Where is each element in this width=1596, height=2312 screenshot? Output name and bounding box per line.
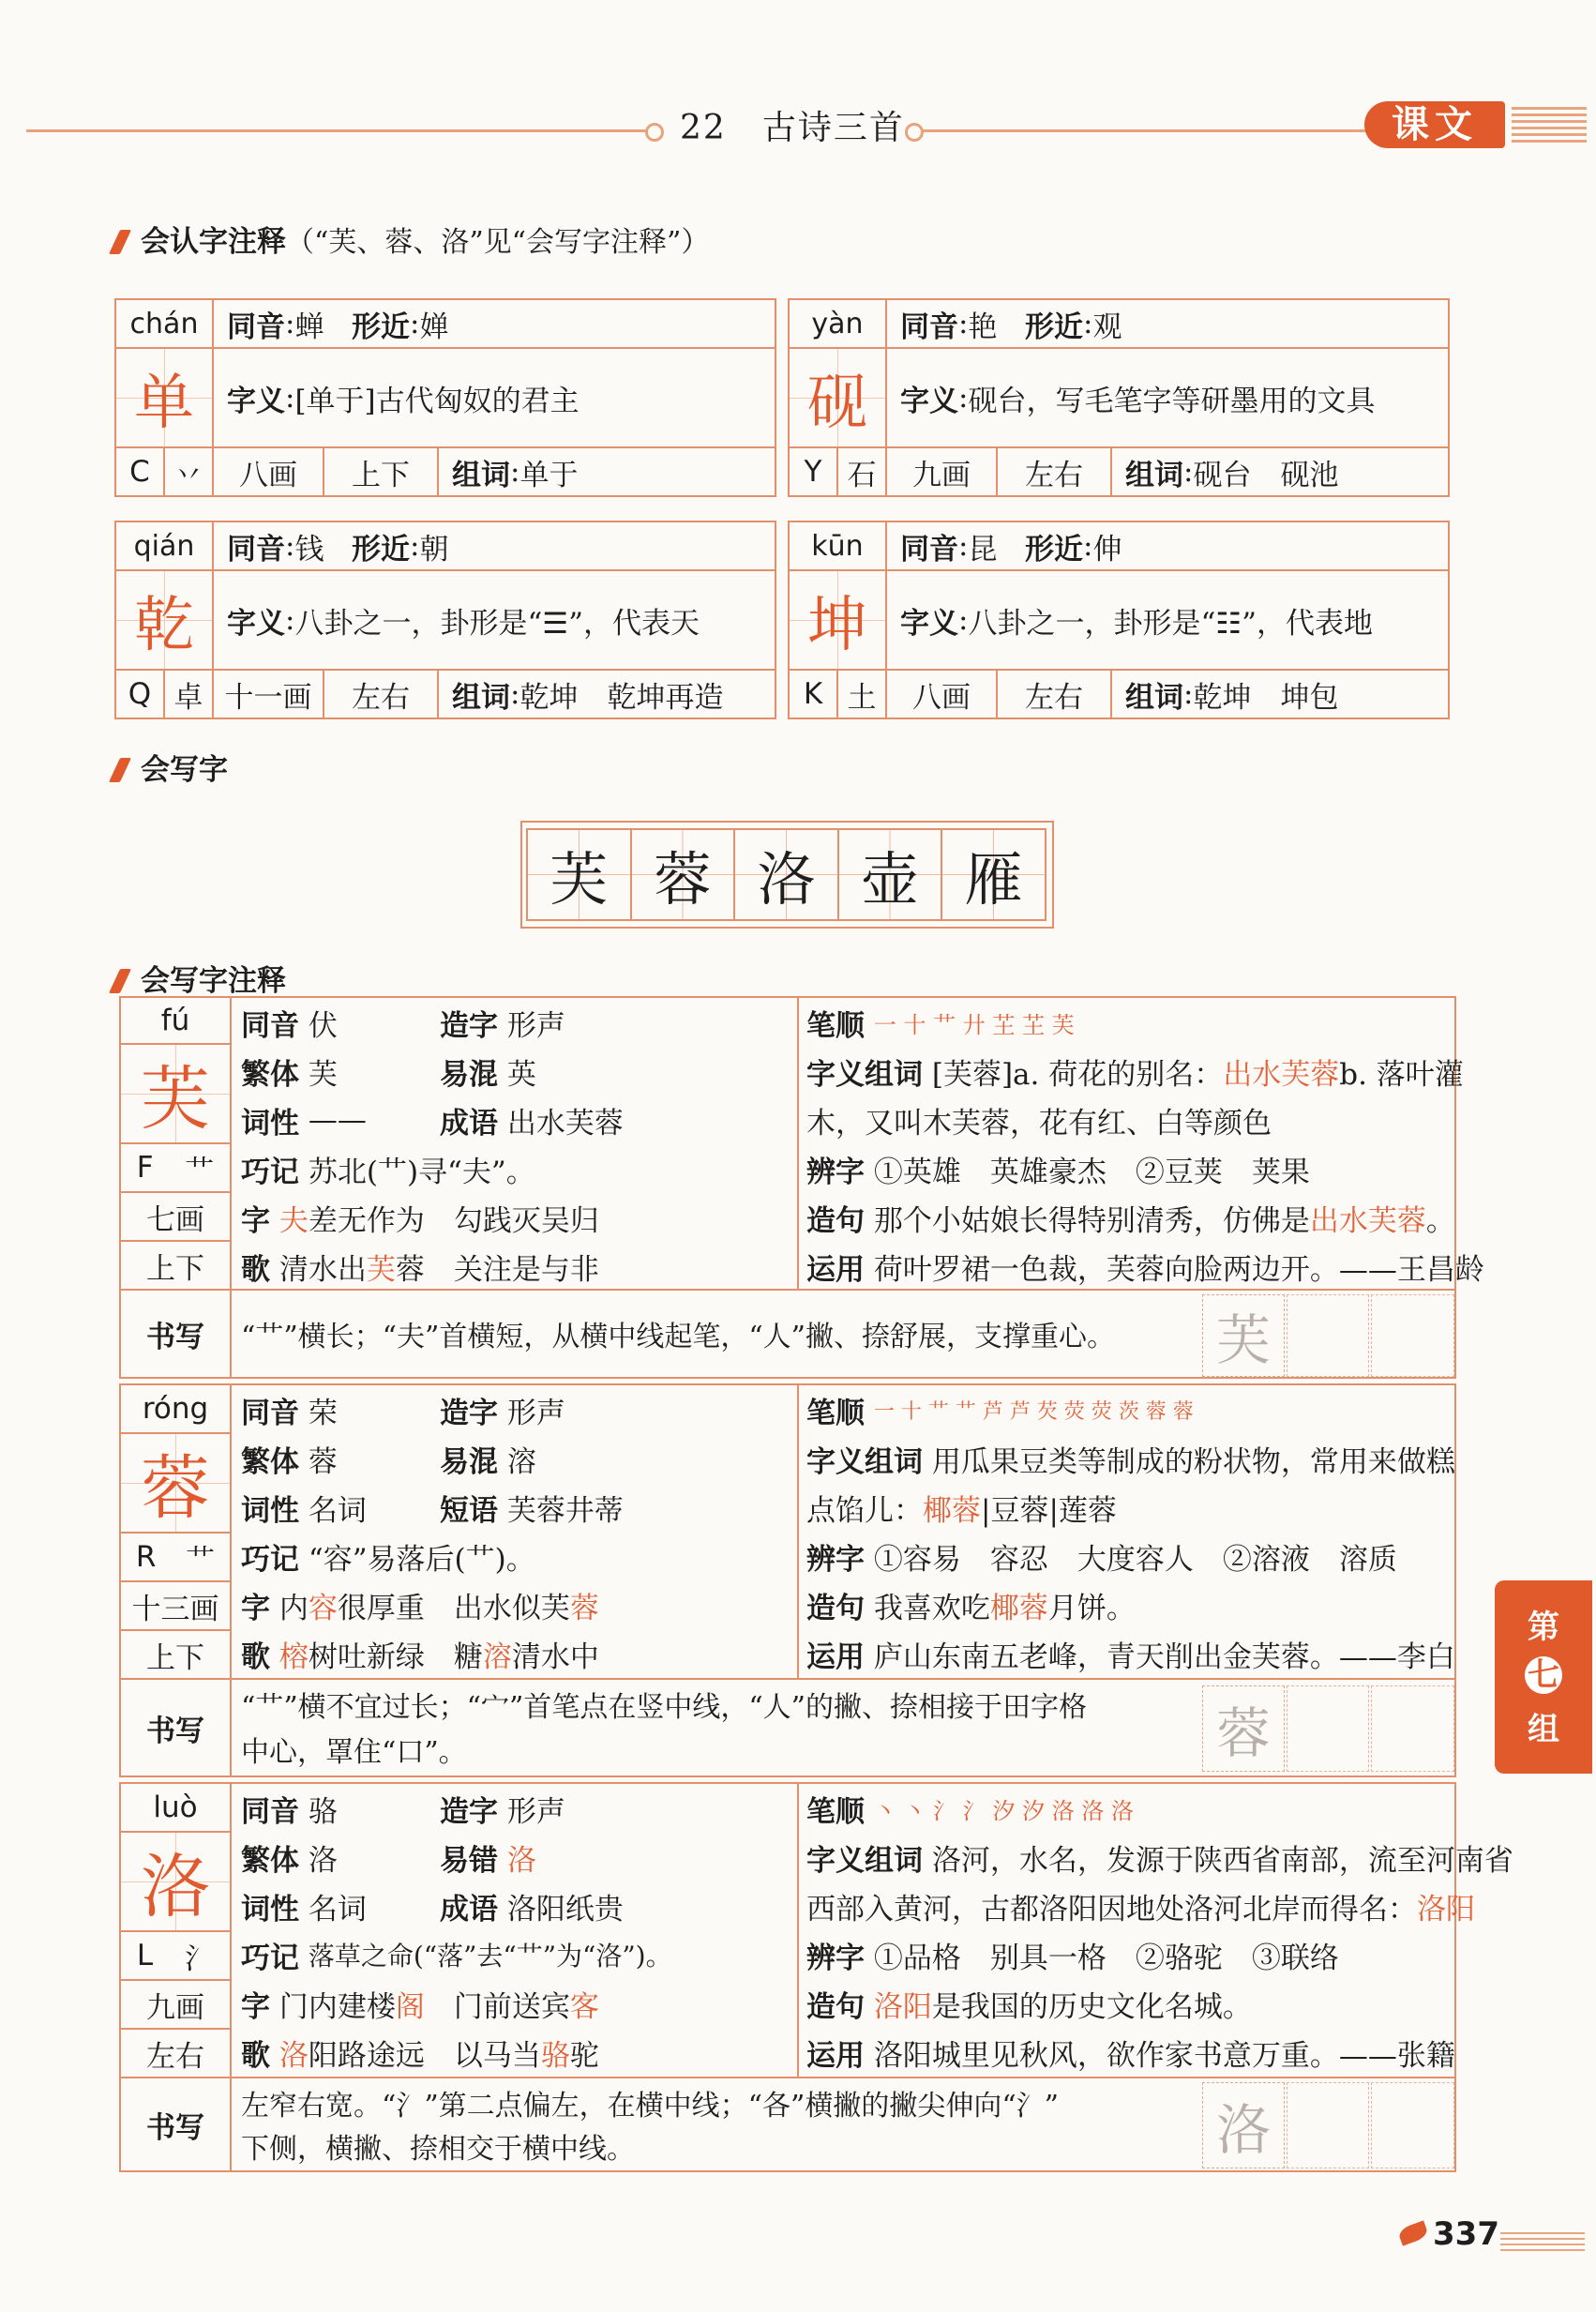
card-letter: Q: [116, 671, 165, 718]
card-words: 组词 : 单于: [452, 455, 579, 492]
entry-index: F 艹: [121, 1144, 232, 1193]
entry-structure: 左右: [121, 2030, 232, 2078]
write-section-title: 会写字: [114, 746, 228, 788]
entry-big-char: 洛: [121, 1833, 232, 1932]
tracing-char: 洛: [1202, 2082, 1285, 2168]
card-structure: 左右: [998, 671, 1112, 718]
char-entry-rong: [119, 1383, 1456, 1777]
entry-right: 笔顺 丶 丶 氵 氵 汐 汐 洛 洛 洛 字义组词 洛河，水名，发源于陕西省南部，流至河南省 西部入黄河，古都洛阳因地处洛河北岸而得名： 洛阳 辨字 ①品格 别具一格 ②骆驼 ③联络 造句 洛阳 是我国的历史文化名城。 运用 洛阳城里见秋风，欲作家书意万重。——张籍: [799, 1784, 1454, 2078]
card-radical: 土: [838, 671, 887, 718]
card-row-meaning: 字义 : 砚台，写毛笔字等研墨用的文具: [887, 349, 1448, 448]
card-words: 组词 : 乾坤 坤包: [1125, 677, 1339, 715]
card-big-char: 乾: [116, 571, 214, 671]
entry-mid: 同音 伏 造字 形声 繁体 芙 易混 英 词性 —— 成语 出水芙蓉 巧记 苏北(艹)寻“夫”。 字 夫 差无作为 勾践灭吴归 歌 清水出 芙 蓉 关注是与非: [232, 998, 799, 1291]
card-words: 组词 : 砚台 砚池: [1125, 455, 1339, 492]
card-row-meaning: 字义 : 八卦之一，卦形是“☰”，代表天: [214, 571, 775, 671]
card-structure: 上下: [324, 448, 439, 495]
entry-pinyin: róng: [121, 1385, 232, 1434]
write-char: 雁: [941, 828, 1046, 921]
entry-big-char: 蓉: [121, 1434, 232, 1534]
write-char: 蓉: [630, 828, 736, 921]
header-rule-left: [26, 129, 650, 132]
footer-stripes: [1500, 2232, 1585, 2253]
card-row-similar: 同音 : 蝉 形近 : 婵: [214, 300, 775, 349]
pen-icon: [109, 758, 131, 782]
header-stripes: [1512, 107, 1587, 144]
header-dot-right: [905, 123, 924, 142]
recognize-section-title: 会认字注释（“芙、蓉、洛”见“会写字注释”）: [114, 218, 709, 260]
card-radical: 石: [838, 448, 887, 495]
card-words: 组词 : 乾坤 乾坤再造: [452, 677, 724, 715]
practice-cell: [1371, 1685, 1454, 1772]
card-strokes: 九画: [887, 448, 998, 495]
write-chars-box: [520, 821, 1054, 929]
header-rule-right: [922, 129, 1372, 132]
card-radical: 卓: [165, 671, 214, 718]
lesson-title: 22 古诗三首: [680, 109, 905, 147]
card-letter: Y: [790, 448, 838, 495]
shuxie-text: 左窄右宽。“氵”第二点偏左，在横中线；“各”横撇的撇尖伸向“氵” 下侧，横撇、捺相交于横中线。: [241, 2090, 1060, 2166]
entry-structure: 上下: [121, 1631, 232, 1680]
write-notes-section-title: 会写字注释: [114, 957, 286, 999]
shuxie-label: 书写: [121, 2078, 232, 2170]
card-row-similar: 同音 : 艳 形近 : 观: [887, 300, 1448, 349]
practice-cell: [1371, 2082, 1454, 2168]
card-row-similar: 同音 : 钱 形近 : 朝: [214, 522, 775, 571]
entry-big-char: 芙: [121, 1045, 232, 1144]
card-big-char: 砚: [790, 349, 887, 448]
recognize-card: [788, 521, 1450, 719]
practice-cell: [1287, 1294, 1369, 1377]
pen-icon: [109, 230, 131, 254]
card-strokes: 八画: [214, 448, 324, 495]
entry-mid: 同音 荣 造字 形声 繁体 蓉 易混 溶 词性 名词 短语 芙蓉井蒂 巧记 “容”易落后(艹)。 字 内 容 很厚重 出水似芙 蓉 歌 榕 树吐新绿 糖 溶 清水中: [232, 1385, 799, 1680]
entry-index: R 艹: [121, 1534, 232, 1582]
entry-pinyin: fú: [121, 998, 232, 1045]
entry-right: 笔顺 一 十 艹 艹 芦 芦 芡 荧 荧 茨 蓉 蓉 字义组词 用瓜果豆类等制成的粉状物，常用来做糕 点馅儿： 椰蓉 |豆蓉|莲蓉 辨字 ①容易 容忍 大度容人 ②溶液 溶质 造句 我喜欢吃 椰蓉 月饼。 运用 庐山东南五老峰，青天削出金芙蓉。——李白: [799, 1385, 1454, 1680]
write-char: 洛: [733, 828, 839, 921]
card-letter: C: [116, 448, 165, 495]
recognize-card: [114, 521, 776, 719]
recognize-card: [114, 298, 776, 497]
char-entry-fu: [119, 996, 1484, 1379]
pen-icon: [109, 969, 131, 993]
tracing-char: 芙: [1202, 1294, 1285, 1377]
card-row-similar: 同音 : 昆 形近 : 伸: [887, 522, 1448, 571]
practice-cell: [1287, 2082, 1369, 2168]
char-entry-luo: [119, 1782, 1513, 2172]
entry-mid: 同音 骆 造字 形声 繁体 洛 易错 洛 词性 名词 成语 洛阳纸贵 巧记 落草之命(“落”去“艹”为“洛”)。 字 门内建楼 阁 门前送宾 客 歌 洛 阳路途远 以马当 骆 驼: [232, 1784, 799, 2078]
practice-cell: [1287, 1685, 1369, 1772]
shuxie-text: “艹”横长；“夫”首横短，从横中线起笔，“人”撇、捺舒展，支撑重心。: [241, 1321, 1116, 1353]
entry-right: 笔顺 一 十 艹 廾 芏 芏 芙 字义组词 [芙蓉]a. 荷花的别名： 出水芙蓉 b. 落叶灌 木，又叫木芙蓉，花有红、白等颜色 辨字 ①英雄 英雄豪杰 ②豆荚 荚果 造句 那个小姑娘长得特别清秀，仿佛是 出水芙蓉 。 运用 荷叶罗裙一色裁，芙蓉向脸两边开。——王昌龄: [799, 998, 1454, 1291]
shuxie-label: 书写: [121, 1680, 232, 1776]
header-dot-left: [645, 123, 664, 142]
entry-strokes: 九画: [121, 1981, 232, 2030]
card-strokes: 十一画: [214, 671, 324, 718]
entry-index: L 氵: [121, 1932, 232, 1981]
write-char: 芙: [526, 828, 632, 921]
leaf-icon: [1397, 2220, 1429, 2245]
write-char: 壶: [837, 828, 943, 921]
tracing-char: 蓉: [1202, 1685, 1285, 1772]
practice-cell: [1371, 1294, 1454, 1377]
card-big-char: 单: [116, 349, 214, 448]
card-pinyin: chán: [116, 300, 214, 349]
entry-strokes: 七画: [121, 1193, 232, 1242]
entry-strokes: 十三画: [121, 1582, 232, 1631]
section-tag: 课文: [1364, 101, 1505, 148]
entry-structure: 上下: [121, 1242, 232, 1291]
card-pinyin: qián: [116, 522, 214, 571]
page-number: 337: [1433, 2215, 1499, 2253]
card-big-char: 坤: [790, 571, 887, 671]
card-row-meaning: 字义 : 八卦之一，卦形是“☷”，代表地: [887, 571, 1448, 671]
card-pinyin: kūn: [790, 522, 887, 571]
card-row-meaning: 字义 : [单于]古代匈奴的君主: [214, 349, 775, 448]
card-radical: 丷: [165, 448, 214, 495]
unit-side-tab: 第 七 组: [1495, 1580, 1592, 1774]
card-strokes: 八画: [887, 671, 998, 718]
card-pinyin: yàn: [790, 300, 887, 349]
recognize-card: [788, 298, 1450, 497]
card-letter: K: [790, 671, 838, 718]
card-structure: 左右: [998, 448, 1112, 495]
shuxie-label: 书写: [121, 1291, 232, 1377]
card-structure: 左右: [324, 671, 439, 718]
entry-pinyin: luò: [121, 1784, 232, 1833]
shuxie-text: “艹”横不宜过长；“宀”首笔点在竖中线，“人”的撇、捺相接于田字格 中心，罩住“口”。: [241, 1691, 1088, 1769]
